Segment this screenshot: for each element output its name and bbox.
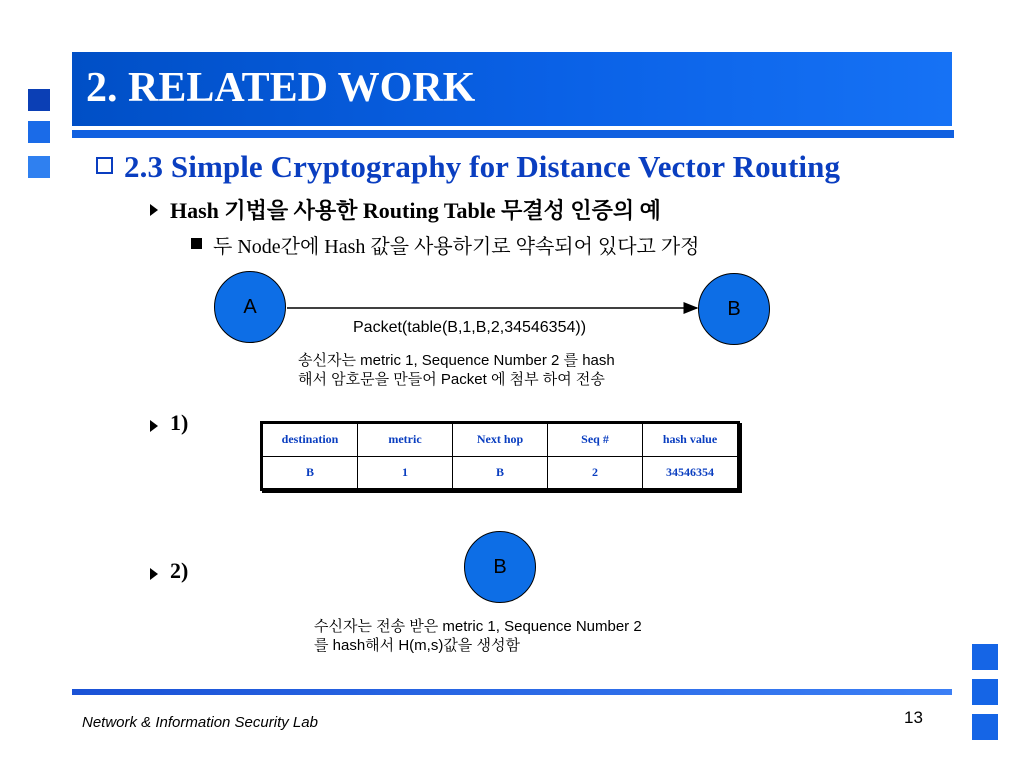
table-cell: 34546354 [643,456,738,489]
step-1-label: 1) [170,410,189,435]
table-cell: B [263,456,358,489]
node-b [698,273,770,345]
table-header-cell: metric [358,424,453,457]
table-cell: 1 [358,456,453,489]
footer-divider [72,689,952,695]
packet-label: Packet(table(B,1,B,2,34546354)) [353,319,587,336]
step-2-label: 2) [170,558,189,583]
section-heading: 2.3 Simple Cryptography for Distance Vector Routing [124,149,841,184]
footer-lab-name: Network & Information Security Lab [82,714,318,731]
triangle-bullet-icon [150,568,158,580]
table-cell: 2 [548,456,643,489]
node-b-receiver-label: B [493,555,507,578]
table-header-cell: Seq # [548,424,643,457]
node-b-receiver [464,531,536,603]
bullet-sub: 두 Node간에 Hash 값을 사용하기로 약속되어 있다고 가정 [213,236,700,258]
node-a [214,271,286,343]
receiver-note-line1: 수신자는 전송 받은 metric 1, Sequence Number 2 [314,618,642,635]
table-header-cell: hash value [643,424,738,457]
triangle-bullet-icon [150,420,158,432]
table-header-row [263,424,738,457]
page-number: 13 [904,708,923,727]
table-header-cell: Next hop [453,424,548,457]
bullet-main: Hash 기법을 사용한 Routing Table 무결성 인증의 예 [170,198,661,223]
slide-title: 2. RELATED WORK [86,65,476,111]
sender-note-line1: 송신자는 metric 1, Sequence Number 2 를 hash [298,352,615,369]
sender-note-line2: 해서 암호문을 만들어 Packet 에 첨부 하여 전송 [298,371,605,388]
table-row [263,456,738,489]
routing-table [260,421,740,491]
node-b-label: B [727,297,741,320]
node-a-label: A [243,295,257,318]
table-header-cell: destination [263,424,358,457]
table-cell: B [453,456,548,489]
receiver-note-line2: 를 hash해서 H(m,s)값을 생성함 [314,637,520,654]
